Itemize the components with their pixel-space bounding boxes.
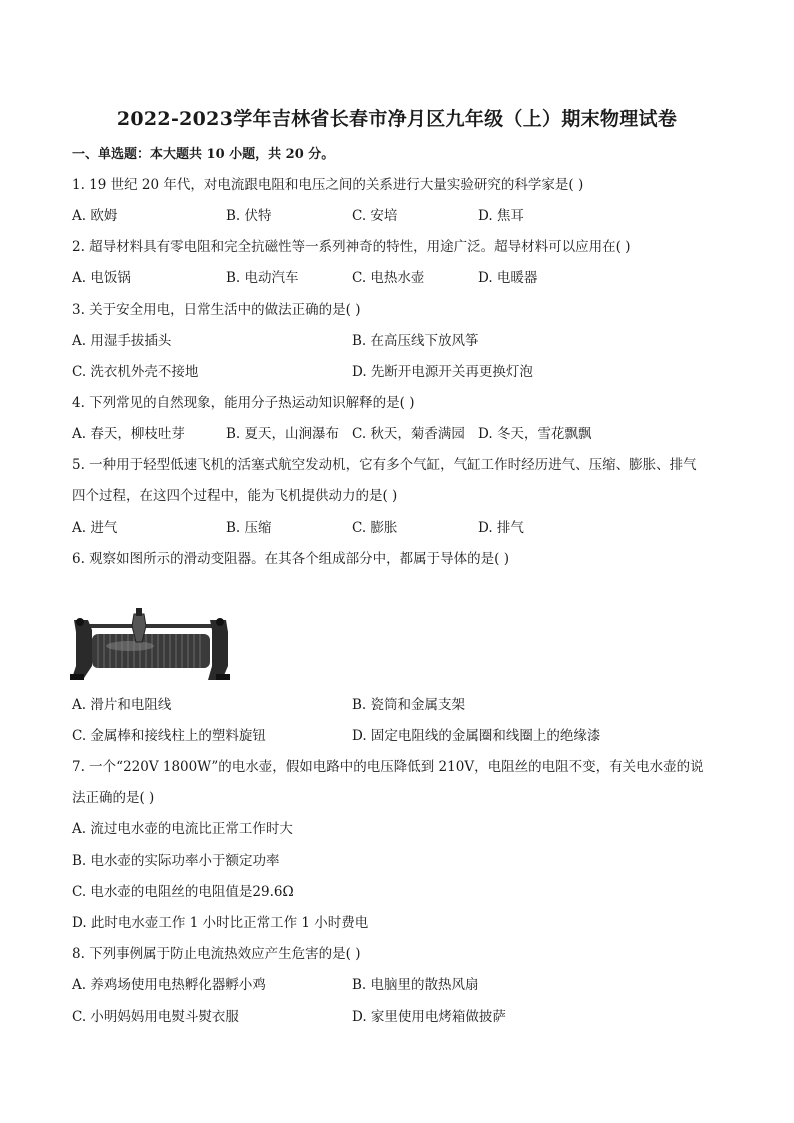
q5-option-d: D. 排气 [478,520,524,536]
q7-option-d: D. 此时电水壶工作 1 小时比正常工作 1 小时费电 [72,915,369,931]
q7-option-c: C. 电水壶的电阻丝的电阻值是29.6Ω [72,884,294,900]
q7-option-b: B. 电水壶的实际功率小于额定功率 [72,853,280,869]
q6-option-b: B. 瓷筒和金属支架 [352,697,466,713]
q8-option-d: D. 家里使用电烤箱做披萨 [352,1009,506,1025]
question-3-stem: 3. 关于安全用电，日常生活中的做法正确的是( ) [72,302,361,318]
q8-option-a: A. 养鸡场使用电热孵化器孵小鸡 [72,977,266,993]
page-title: 2022-2023学年吉林省长春市净月区九年级（上）期末物理试卷 [116,108,678,130]
q2-option-c: C. 电热水壶 [352,270,425,286]
q4-option-c: C. 秋天，菊香满园 [352,426,465,442]
q6-option-a: A. 滑片和电阻线 [72,697,172,713]
question-5-stem: 5. 一种用于轻型低速飞机的活塞式航空发动机，它有多个气缸，气缸工作时经历进气、压缩、膨胀、排气 [72,457,697,473]
q2-option-a: A. 电饭锅 [72,270,131,286]
q2-option-b: B. 电动汽车 [226,270,299,286]
q1-option-b: B. 伏特 [226,208,272,224]
question-7-stem: 7. 一个“220V 1800W”的电水壶，假如电路中的电压降低到 210V，电阻丝的电阻不变，有关电水壶的说 [72,759,704,775]
question-5-stem-cont: 四个过程，在这四个过程中，能为飞机提供动力的是( ) [72,488,398,504]
q4-option-a: A. 春天，柳枝吐芽 [72,426,185,442]
q7-option-a: A. 流过电水壶的电流比正常工作时大 [72,821,293,837]
q2-option-d: D. 电暖器 [478,270,538,286]
q1-option-d: D. 焦耳 [478,208,524,224]
q6-option-d: D. 固定电阻线的金属圈和线圈上的绝缘漆 [352,728,601,744]
sliding-rheostat-figure [70,600,230,685]
q3-option-c: C. 洗衣机外壳不接地 [72,364,199,380]
question-6-stem: 6. 观察如图所示的滑动变阻器。在其各个组成部分中，都属于导体的是( ) [72,551,509,567]
q6-option-c: C. 金属棒和接线柱上的塑料旋钮 [72,728,266,744]
q5-option-b: B. 压缩 [226,520,272,536]
section-heading: 一、单选题：本大题共 10 小题，共 20 分。 [72,147,335,162]
q3-option-a: A. 用湿手拔插头 [72,333,172,349]
q3-option-d: D. 先断开电源开关再更换灯泡 [352,364,533,380]
q3-option-b: B. 在高压线下放风筝 [352,333,479,349]
question-1-stem: 1. 19 世纪 20 年代，对电流跟电阻和电压之间的关系进行大量实验研究的科学家是( ) [72,177,584,193]
question-8-stem: 8. 下列事例属于防止电流热效应产生危害的是( ) [72,946,361,962]
q8-option-b: B. 电脑里的散热风扇 [352,977,479,993]
question-2-stem: 2. 超导材料具有零电阻和完全抗磁性等一系列神奇的特性，用途广泛。超导材料可以应用在( ) [72,239,631,255]
q5-option-c: C. 膨胀 [352,520,398,536]
q5-option-a: A. 进气 [72,520,118,536]
q4-option-b: B. 夏天，山涧瀑布 [226,426,340,442]
q4-option-d: D. 冬天，雪花飘飘 [478,426,592,442]
question-7-stem-cont: 法正确的是( ) [72,790,155,806]
question-4-stem: 4. 下列常见的自然现象，能用分子热运动知识解释的是( ) [72,395,415,411]
q1-option-a: A. 欧姆 [72,208,118,224]
q8-option-c: C. 小明妈妈用电熨斗熨衣服 [72,1009,239,1025]
q1-option-c: C. 安培 [352,208,398,224]
